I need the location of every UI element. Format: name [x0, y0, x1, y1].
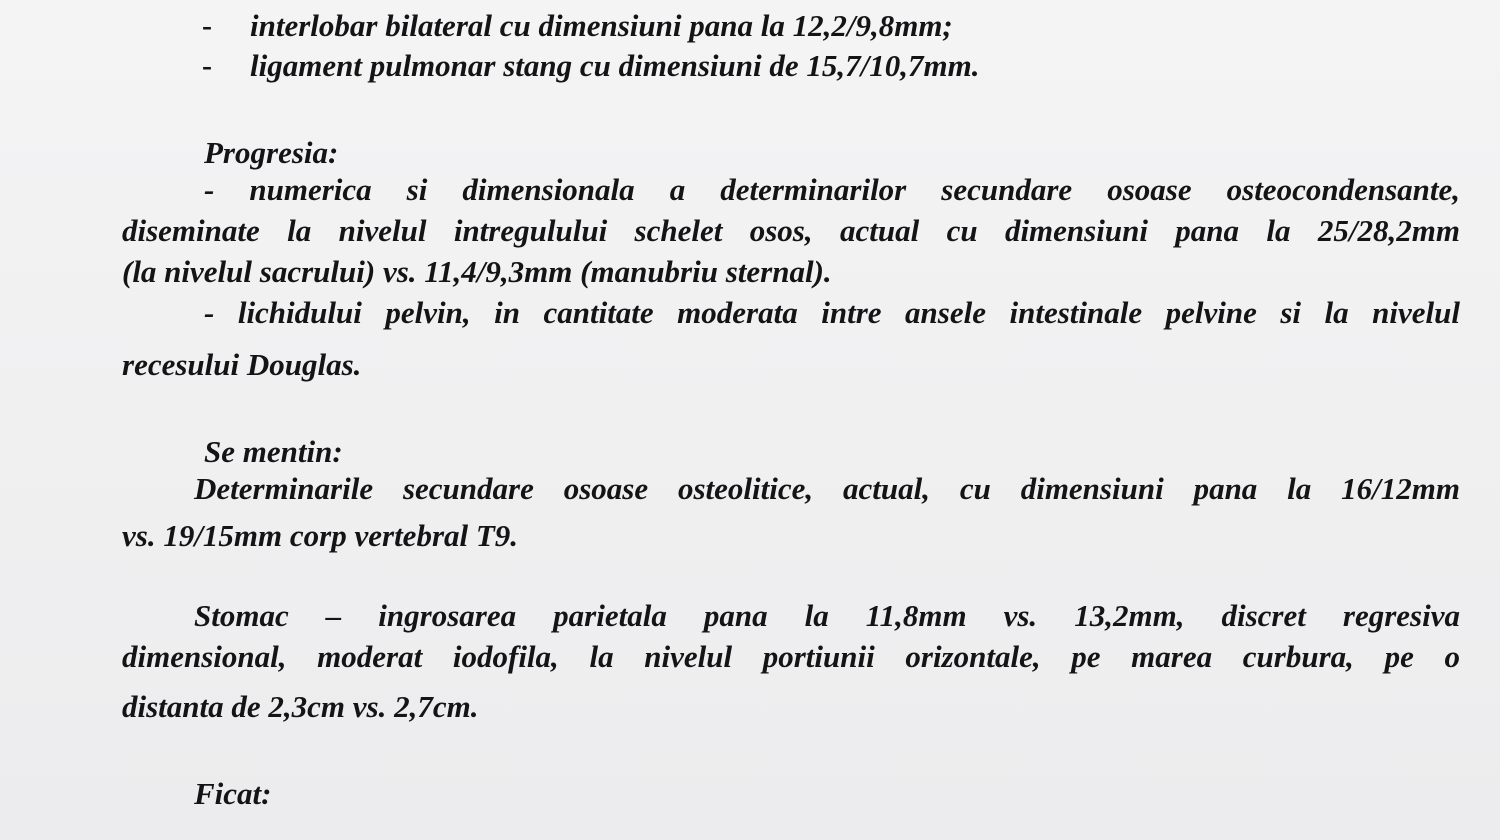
paragraph-line: - numerica si dimensionala a determinarilor secundare osoase osteocondensante,	[204, 172, 1460, 207]
paragraph-line: distanta de 2,3cm vs. 2,7cm.	[122, 689, 479, 724]
section-heading-progresia: Progresia:	[204, 135, 339, 170]
paragraph-line: vs. 19/15mm corp vertebral T9.	[122, 518, 519, 553]
paragraph-line-stomac: Stomac – ingrosarea parietala pana la 11,8mm vs. 13,2mm, discret regresiva	[194, 598, 1460, 633]
bullet-dash: -	[202, 9, 212, 42]
bullet-line-interlobar: interlobar bilateral cu dimensiuni pana la 12,2/9,8mm;	[250, 8, 953, 43]
paragraph-line: Determinarile secundare osoase osteolitice, actual, cu dimensiuni pana la 16/12mm	[194, 471, 1460, 506]
paragraph-line: dimensional, moderat iodofila, la nivelul portiunii orizontale, pe marea curbura, pe o	[122, 639, 1460, 674]
section-heading-ficat: Ficat:	[194, 776, 272, 811]
section-heading-se-mentin: Se mentin:	[204, 434, 343, 469]
paragraph-line: (la nivelul sacrului) vs. 11,4/9,3mm (manubriu sternal).	[122, 254, 832, 289]
paragraph-line: diseminate la nivelul intregulului schelet osos, actual cu dimensiuni pana la 25/28,2mm	[122, 213, 1460, 248]
bullet-dash: -	[202, 49, 212, 82]
paragraph-line: - lichidului pelvin, in cantitate moderata intre ansele intestinale pelvine si la nivelul	[204, 295, 1460, 330]
bullet-line-ligament: ligament pulmonar stang cu dimensiuni de 15,7/10,7mm.	[250, 48, 980, 83]
paragraph-line: recesului Douglas.	[122, 347, 362, 382]
